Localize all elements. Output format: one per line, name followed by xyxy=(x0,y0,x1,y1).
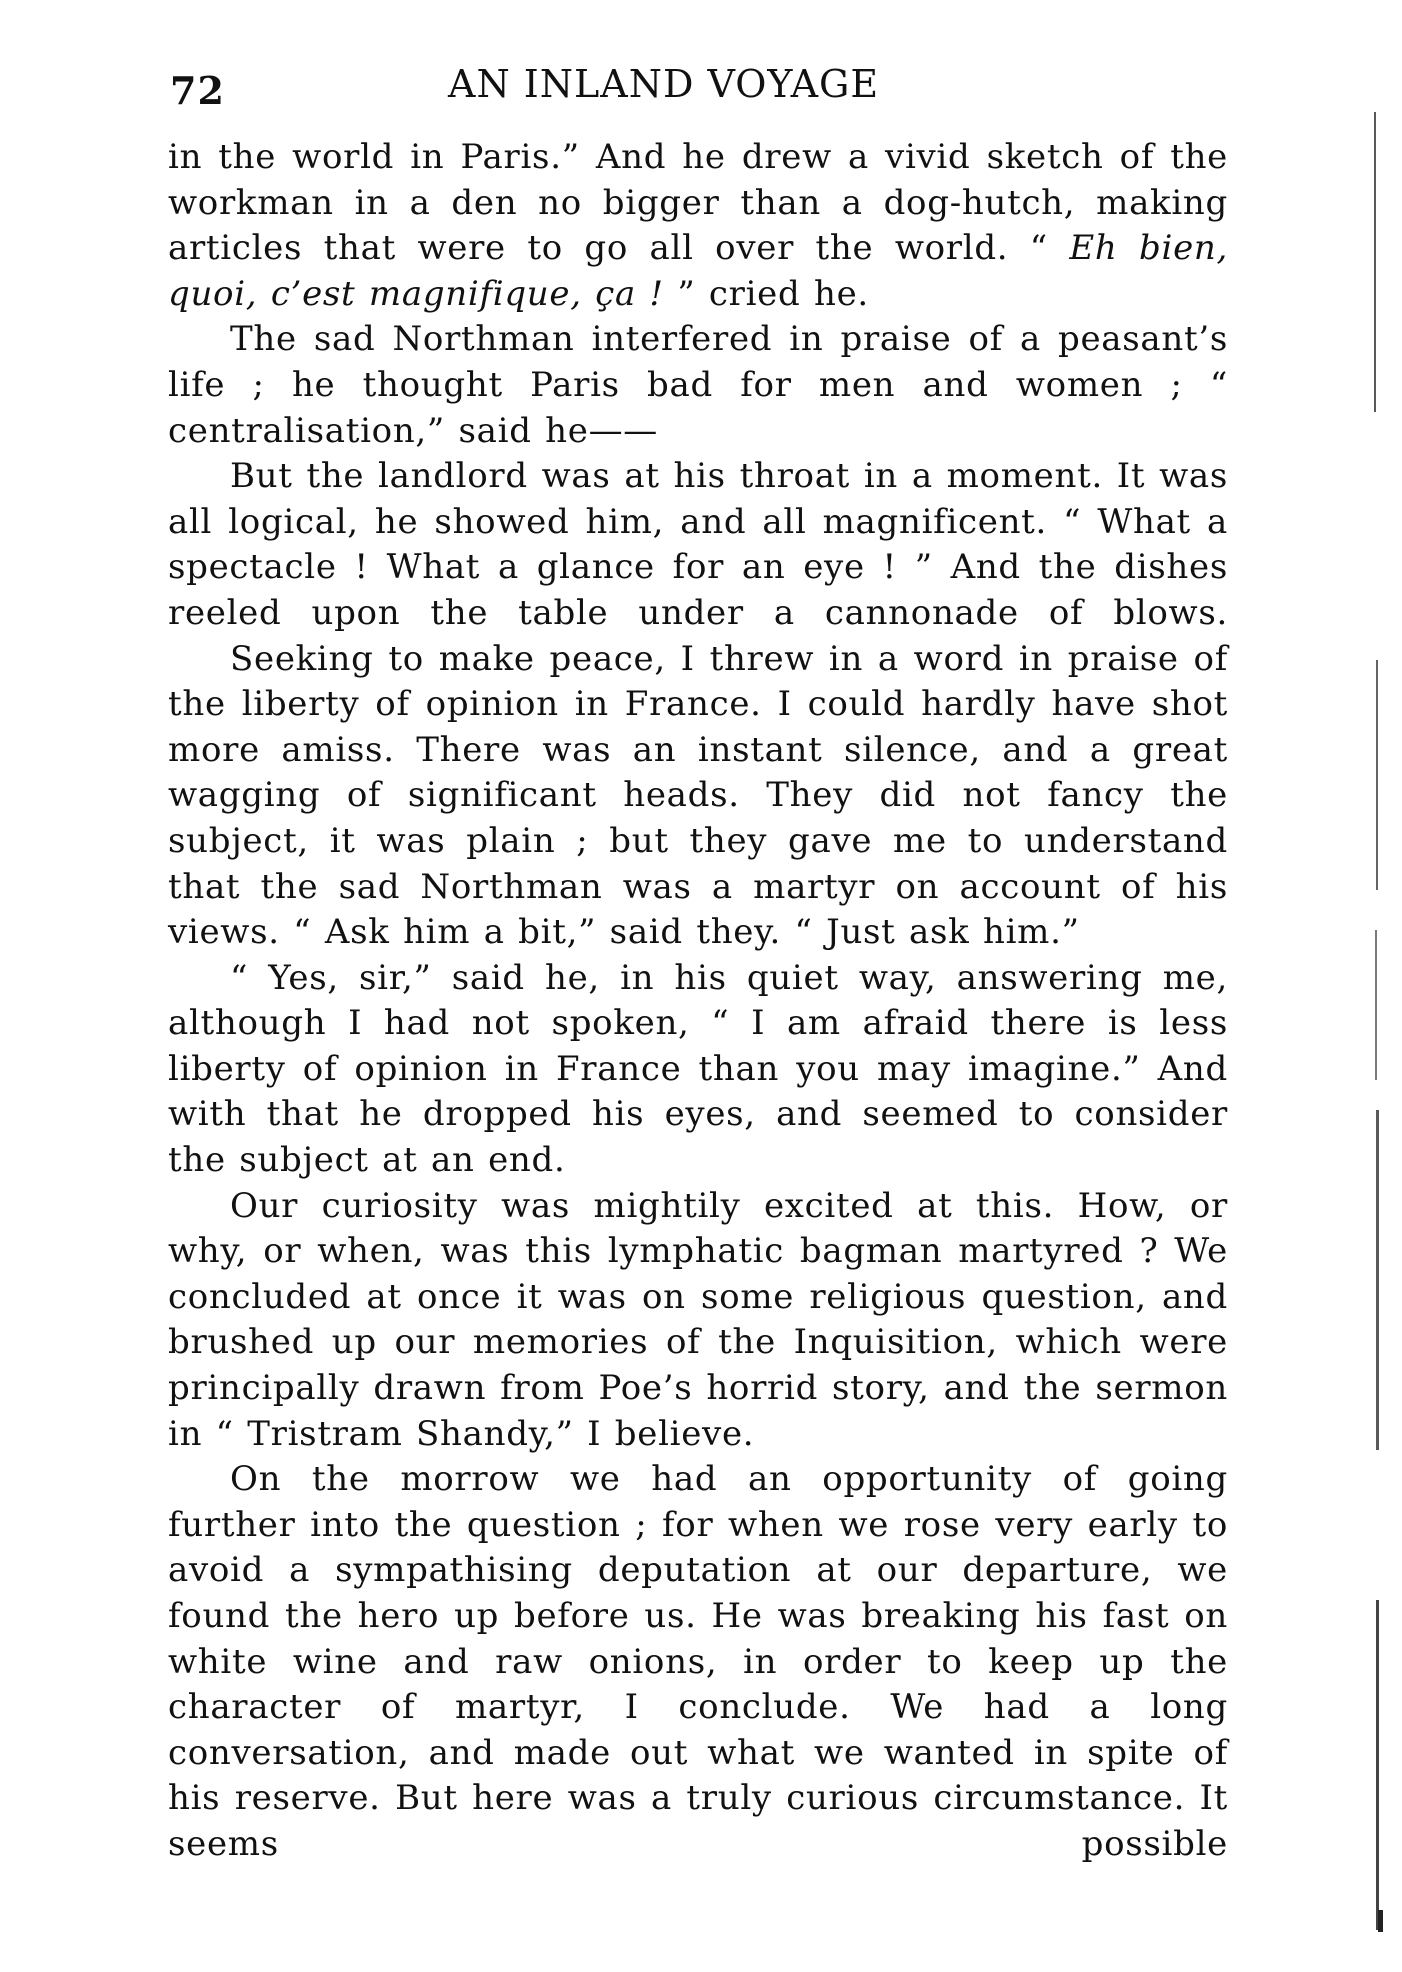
running-title: AN INLAND VOYAGE xyxy=(448,62,880,106)
paragraph xyxy=(168,956,1228,1184)
paragraph xyxy=(168,1457,1228,1867)
paragraph xyxy=(168,317,1228,454)
running-head xyxy=(170,62,1230,122)
body-text xyxy=(168,135,1228,1868)
text-segment: ” cried he. xyxy=(663,273,869,314)
text-segment: Our curiosity was mightily excited at this. How, or why, or when, was this lymphatic bagman martyred ? We concluded at once it was on some religious question, and brushed up our memories of the Inquisition, which were principally drawn from Poe’s horrid story, and the sermon in “ Tristram Shandy,” I believe. xyxy=(168,1185,1228,1454)
paragraph xyxy=(168,454,1228,636)
text-segment: The sad Northman interfered in praise of a peasant’s life ; he thought Paris bad for men and women ; “ centralisation,” said he—— xyxy=(168,319,1228,451)
page-number: 72 xyxy=(170,68,225,113)
text-segment: Seeking to make peace, I threw in a word in praise of the liberty of opinion in France. I could hardly have shot more amiss. There was an instant silence, and a great wagging of significant heads. They did not fancy the subject, it was plain ; but they gave me to understand that the sad Northman was a martyr on account of his views. “ Ask him a bit,” said they. “ Just ask him.” xyxy=(168,638,1228,953)
text-segment: But the landlord was at his throat in a moment. It was all logical, he showed him, and all magnificent. “ What a spectacle ! What a glance for an eye ! ” And the dishes reeled upon the table under a cannonade of blows. xyxy=(168,456,1228,633)
paragraph xyxy=(168,135,1228,317)
paragraph xyxy=(168,1184,1228,1458)
paragraph xyxy=(168,637,1228,956)
italic-text-segment: Eh bien, quoi, c’est magnifique, ça ! xyxy=(168,228,1228,314)
page-edge-line xyxy=(1376,660,1378,890)
page-edge-line xyxy=(1375,930,1377,1080)
page-corner-mark xyxy=(1378,1910,1383,1932)
text-segment: in the world in Paris.” And he drew a vivid sketch of the workman in a den no bigger than a dog-hutch, making articles that were to go all over the world. “ xyxy=(168,137,1228,269)
text-segment: On the morrow we had an opportunity of going further into the question ; for when we rose very early to avoid a sympathising deputation at our departure, we found the hero up before us. He was breaking his fast on white wine and raw onions, in order to keep up the character of martyr, I conclude. We had a long conversation, and made out what we wanted in spite of his reserve. But here was a truly curious circumstance. It seems possible xyxy=(168,1459,1228,1864)
page-edge-line xyxy=(1374,112,1376,412)
text-segment: “ Yes, sir,” said he, in his quiet way, answering me, although I had not spoken, “ I am afraid there is less liberty of opinion in France than you may imagine.” And with that he dropped his eyes, and seemed to consider the subject at an end. xyxy=(168,957,1228,1181)
page-edge-line xyxy=(1376,1600,1379,1930)
page-edge-line xyxy=(1376,1110,1379,1450)
